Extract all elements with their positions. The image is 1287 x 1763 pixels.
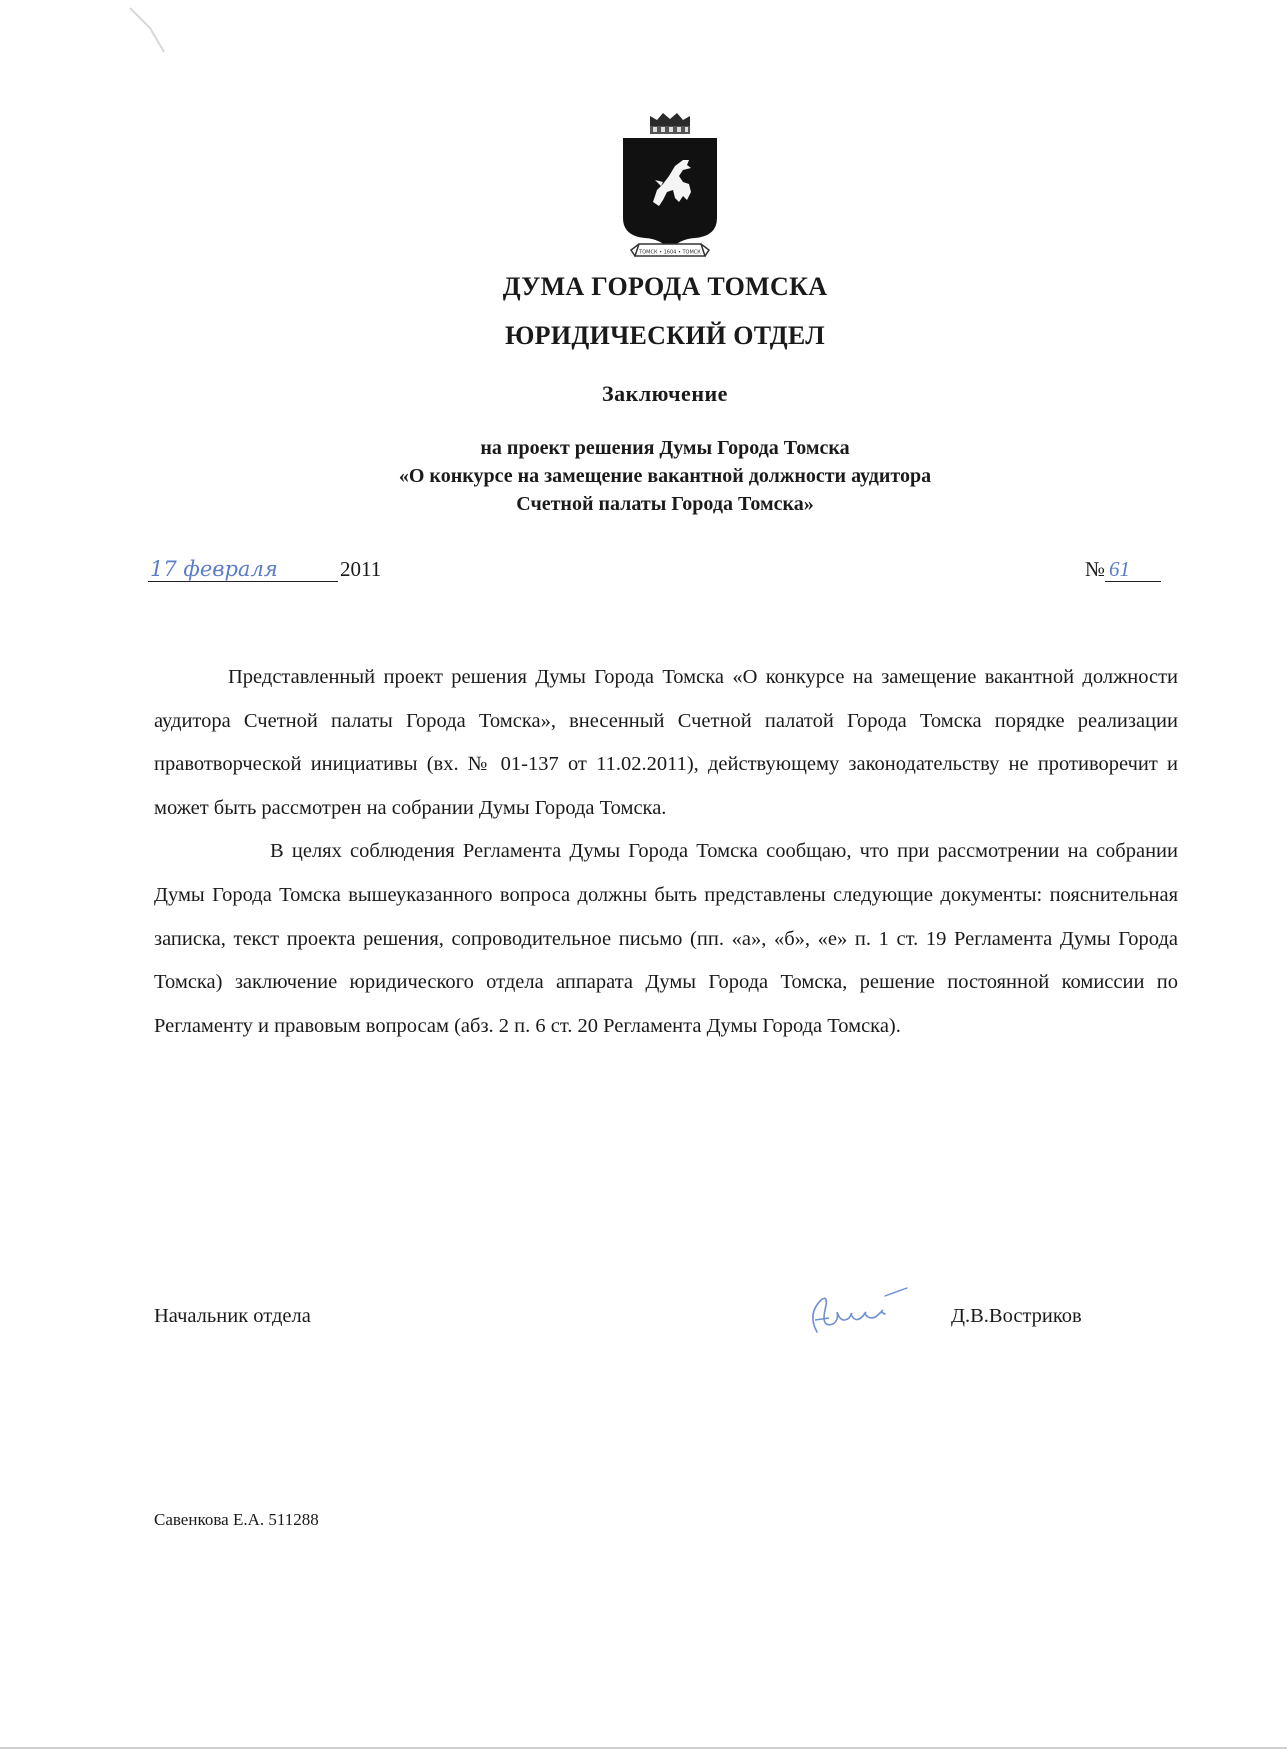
document-number xyxy=(1085,557,1161,582)
document-subject xyxy=(0,434,1287,518)
body-paragraph-2: В целях соблюдения Регламента Думы Города Томска сообщаю, что при рассмотрении на собрании Думы Города Томска вышеуказанного вопроса должны быть представлены следующие документы: пояснительная записка, текст проекта решения, сопроводительное письмо (пп. «а», «б», «е» п. 1 ст. 19 Регламента Думы Города Томска) заключение юридического отдела аппарата Думы Города Томска, решение постоянной комиссии по Регламенту и правовым вопросам (абз. 2 п. 6 ст. 20 Регламента Думы Города Томска). xyxy=(154,840,1178,1037)
signer-name: Д.В.Востриков xyxy=(951,1305,1082,1327)
signer-role: Начальник отдела xyxy=(154,1305,311,1327)
subject-line-3: Счетной палаты Города Томска» xyxy=(516,493,814,515)
handwritten-date: 17 февраля xyxy=(148,557,338,582)
document-date xyxy=(148,557,381,582)
handwritten-signature xyxy=(795,1284,925,1344)
crest-motto: ТОМСК • 1604 • ТОМСК xyxy=(639,249,701,256)
organization-name: ДУМА ГОРОДА ТОМСКА xyxy=(502,272,828,301)
number-sign: № xyxy=(1085,557,1106,581)
handwritten-number: 61 xyxy=(1105,557,1161,582)
document-body xyxy=(154,656,1178,1048)
tomsk-coat-of-arms-icon xyxy=(617,110,723,260)
department-name: ЮРИДИЧЕСКИЙ ОТДЕЛ xyxy=(505,321,825,350)
subject-line-2: «О конкурсе на замещение вакантной должности аудитора xyxy=(398,465,932,487)
executor-contact: Савенкова Е.А. 511288 xyxy=(154,1510,319,1529)
document-type-title: Заключение xyxy=(602,381,728,406)
scan-artifact-mark xyxy=(120,0,190,60)
scan-bottom-edge xyxy=(0,1747,1287,1749)
subject-line-1: на проект решения Думы Города Томска xyxy=(480,437,850,459)
date-year: 2011 xyxy=(340,557,382,581)
body-paragraph-1: Представленный проект решения Думы Города Томска «О конкурсе на замещение вакантной должности аудитора Счетной палаты Города Томска», внесенный Счетной палатой Города Томска порядке реализации правотворческой инициативы (вх. № 01-137 от 11.02.2011), действующему законодательству не противоречит и может быть рассмотрен на собрании Думы Города Томска. xyxy=(154,666,1178,819)
